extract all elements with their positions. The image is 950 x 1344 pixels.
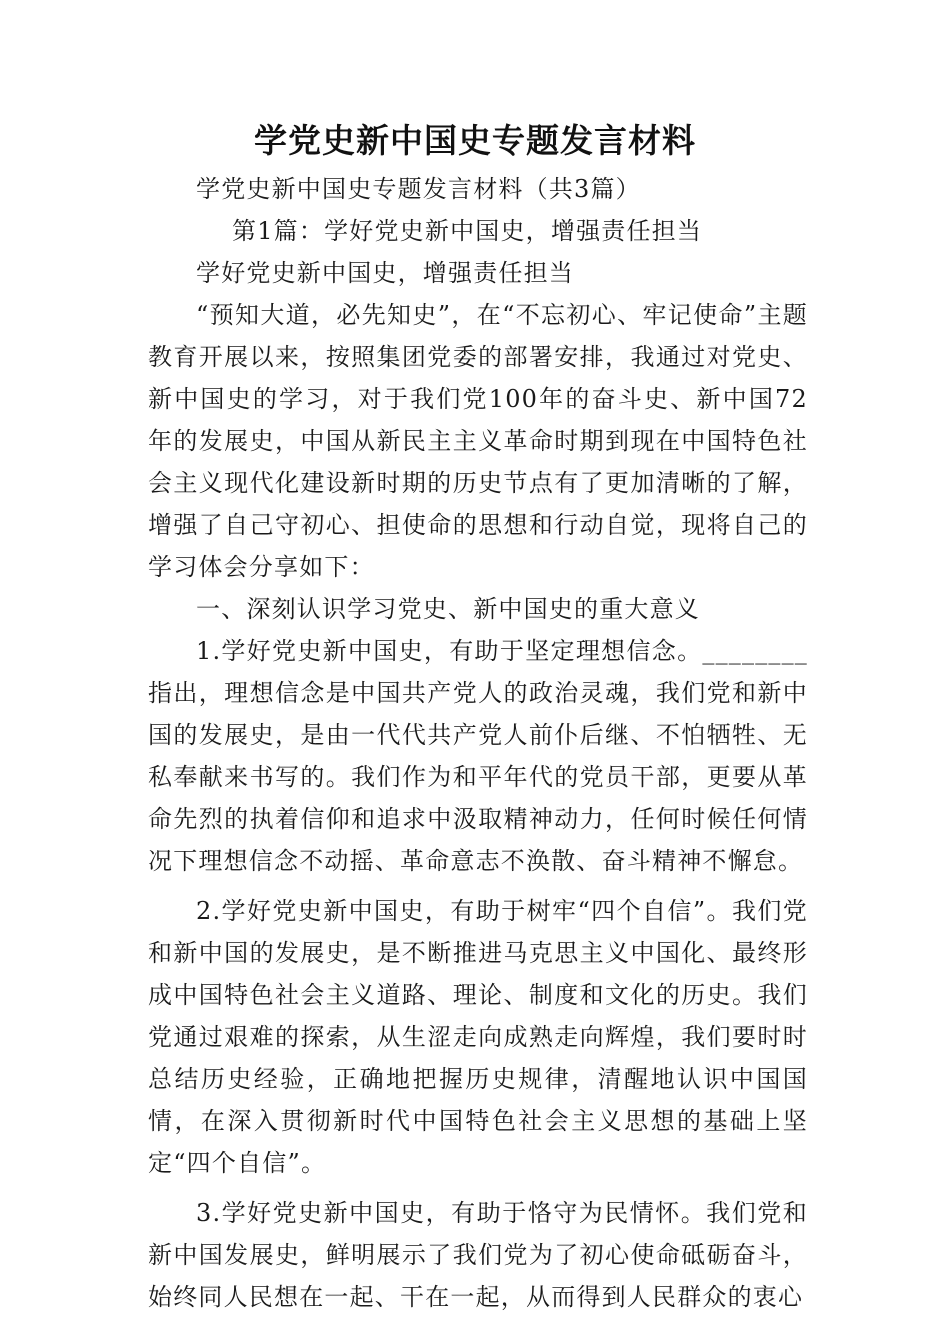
paragraph-part-heading: 第1篇：学好党史新中国史，增强责任担当 — [232, 217, 703, 245]
paragraph-point-2: 2.学好党史新中国史，有助于树牢“四个自信”。我们党和新中国的发展史，是不断推进马克思主义中国化、最终形成中国特色社会主义道路、理论、制度和文化的历史。我们党通过艰难的探索，从生涩走向成熟走向辉煌，我们要时时总结历史经验，正确地把握历史规律，清醒地认识中国国情，在深入贯彻新时代中国特色社会主义思想的基础上坚定“四个自信”。 — [148, 897, 808, 1177]
paragraph-point-1: 1.学好党史新中国史，有助于坚定理想信念。________指出，理想信念是中国共产党人的政治灵魂，我们党和新中国的发展史，是由一代代共产党人前仆后继、不怕牺牲、无私奉献来书写的。我们作为和平年代的党员干部，更要从革命先烈的执着信仰和追求中汲取精神动力，任何时候任何情况下理想信念不动摇、革命意志不涣散、奋斗精神不懈怠。 — [148, 637, 808, 875]
paragraph-point-3: 3.学好党史新中国史，有助于恪守为民情怀。我们党和新中国发展史，鲜明展示了我们党为了初心使命砥砺奋斗，始终同人民想在一起、干在一起，从而得到人民群众的衷心 — [148, 1199, 808, 1311]
document-body — [148, 168, 808, 1318]
document-title: 学党史新中国史专题发言材料 — [254, 121, 696, 160]
paragraph-collection-title: 学党史新中国史专题发言材料（共3篇） — [196, 175, 641, 203]
paragraph-intro: “预知大道，必先知史”，在“不忘初心、牢记使命”主题教育开展以来，按照集团党委的部署安排，我通过对党史、新中国史的学习，对于我们党100年的奋斗史、新中国72年的发展史，中国从新民主主义革命时期到现在中国特色社会主义现代化建设新时期的历史节点有了更加清晰的了解，增强了自己守初心、担使命的思想和行动自觉，现将自己的学习体会分享如下： — [148, 301, 808, 581]
paragraph-section-heading: 一、深刻认识学习党史、新中国史的重大意义 — [196, 595, 700, 623]
paragraph-subtitle: 学好党史新中国史，增强责任担当 — [196, 259, 574, 287]
